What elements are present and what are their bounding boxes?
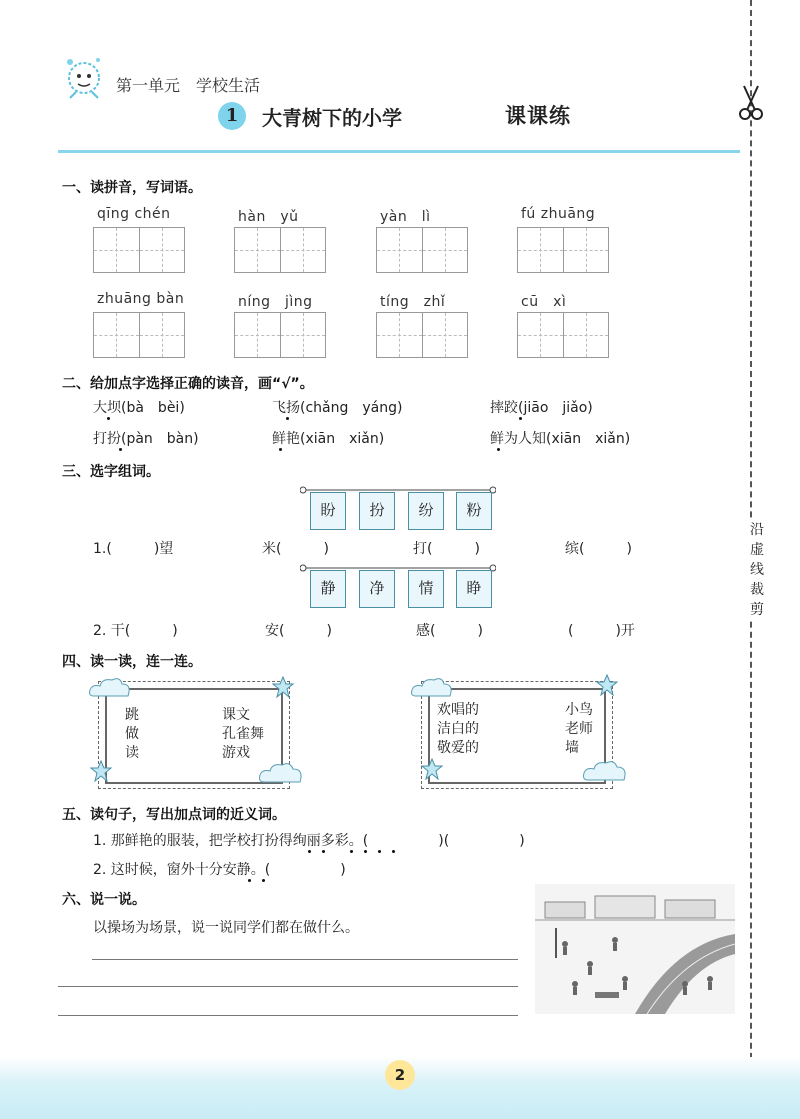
section-6-title: 六、说一说。 [62,892,146,908]
emphasis-dot [364,850,367,853]
reading-item: 鲜艳(xiān xiǎn) [272,431,385,447]
fill-item: 1.( )望 [93,541,174,557]
reading-item: 大坝(bà bèi) [93,400,185,416]
char-card: 静 [310,570,346,608]
mascot-icon [60,52,106,108]
grid-cell[interactable] [423,313,468,357]
grid-cell[interactable] [377,313,423,357]
emphasis-dot [262,879,265,882]
grid-cell[interactable] [518,228,564,272]
grid-cell[interactable] [564,228,609,272]
char-banner-2 [300,564,496,602]
section-2-title: 二、给加点字选择正确的读音，画“√”。 [62,376,314,392]
grid-cell[interactable] [518,313,564,357]
writing-grid[interactable] [376,227,468,273]
fill-item: 安( ) [265,623,332,639]
grid-cell[interactable] [377,228,423,272]
writing-line [58,1015,518,1016]
fill-item: 米( ) [262,541,329,557]
emphasis-dot [119,448,122,451]
fill-item: 2. 干( ) [93,623,178,639]
writing-grid[interactable] [234,312,326,358]
writing-grid[interactable] [376,312,468,358]
header-rule [58,150,740,153]
star-icon [596,674,618,696]
grid-cell[interactable] [281,313,326,357]
speaking-prompt: 以操场为场景，说一说同学们都在做什么。 [93,920,359,936]
lesson-number-badge: 1 [218,102,246,130]
reading-item: 摔跤(jiāo jiǎo) [490,400,593,416]
match-col-adjectives: 欢唱的 洁白的 敬爱的 [437,702,479,756]
pinyin-label: zhuāng bàn [97,291,185,307]
cloud-icon [410,676,454,700]
grid-cell[interactable] [140,313,185,357]
reading-item: 打扮(pàn bàn) [93,431,199,447]
emphasis-dot [392,850,395,853]
pinyin-label: yàn lì [380,209,431,225]
grid-cell[interactable] [94,228,140,272]
writing-grid[interactable] [517,227,609,273]
pinyin-label: níng jìng [238,294,313,310]
reading-item: 鲜为人知(xiān xiǎn) [490,431,631,447]
grid-cell[interactable] [281,228,326,272]
emphasis-dot [519,417,522,420]
grid-cell[interactable] [423,228,468,272]
grid-cell[interactable] [140,228,185,272]
emphasis-dot [378,850,381,853]
writing-line [92,959,518,960]
section-4-title: 四、读一读，连一连。 [62,654,202,670]
reading-item: 飞扬(chǎng yáng) [272,400,403,416]
char-card: 扮 [359,492,395,530]
grid-cell[interactable] [94,313,140,357]
grid-cell[interactable] [564,313,609,357]
grid-cell[interactable] [235,228,281,272]
sentence-question-2: 2. 这时候，窗外十分安静。( ) [93,862,346,878]
cloud-icon [582,758,628,784]
emphasis-dot [497,448,500,451]
cloud-icon [258,760,304,786]
char-banner-1 [300,486,496,524]
fill-item: 打( ) [413,541,480,557]
char-card: 粉 [456,492,492,530]
writing-grid[interactable] [234,227,326,273]
match-col-nouns: 小鸟 老师 墙 [565,702,593,756]
writing-grid[interactable] [93,312,185,358]
pinyin-label: tíng zhǐ [380,294,446,310]
section-5-title: 五、读句子，写出加点词的近义词。 [62,807,286,823]
char-card: 情 [408,570,444,608]
unit-label: 第一单元 学校生活 [116,76,261,95]
pinyin-label: fú zhuāng [521,206,596,222]
section-3-title: 三、选字组词。 [62,464,160,480]
writing-grid[interactable] [517,312,609,358]
fill-item: 缤( ) [565,541,632,557]
page-number: 2 [385,1060,415,1090]
emphasis-dot [308,850,311,853]
section-1-title: 一、读拼音，写词语。 [62,180,202,196]
char-card: 盼 [310,492,346,530]
scissors-icon [738,84,764,122]
writing-grid[interactable] [93,227,185,273]
pinyin-label: qīng chén [97,206,171,222]
match-col-verbs: 跳 做 读 [125,707,139,761]
match-col-objects: 课文 孔雀舞 游戏 [222,707,264,761]
cut-hint: 沿虚线裁剪 [747,520,767,620]
sentence-question-1: 1. 那鲜艳的服装，把学校打扮得绚丽多彩。( )( ) [93,833,525,849]
pinyin-label: hàn yǔ [238,209,299,225]
fill-item: ( )开 [568,623,635,639]
playground-illustration [535,884,735,1014]
emphasis-dot [279,448,282,451]
emphasis-dot [322,850,325,853]
star-icon [90,760,112,782]
pinyin-label: cū xì [521,294,567,310]
lesson-title: 大青树下的小学 [262,106,402,130]
cloud-icon [88,676,132,700]
char-card: 睁 [456,570,492,608]
fill-item: 感( ) [416,623,483,639]
emphasis-dot [350,850,353,853]
emphasis-dot [107,417,110,420]
char-card: 纷 [408,492,444,530]
emphasis-dot [248,879,251,882]
grid-cell[interactable] [235,313,281,357]
emphasis-dot [286,417,289,420]
practice-label: 课课练 [505,104,571,128]
star-icon [272,676,294,698]
char-card: 净 [359,570,395,608]
writing-line [58,986,518,987]
star-icon [421,758,443,780]
